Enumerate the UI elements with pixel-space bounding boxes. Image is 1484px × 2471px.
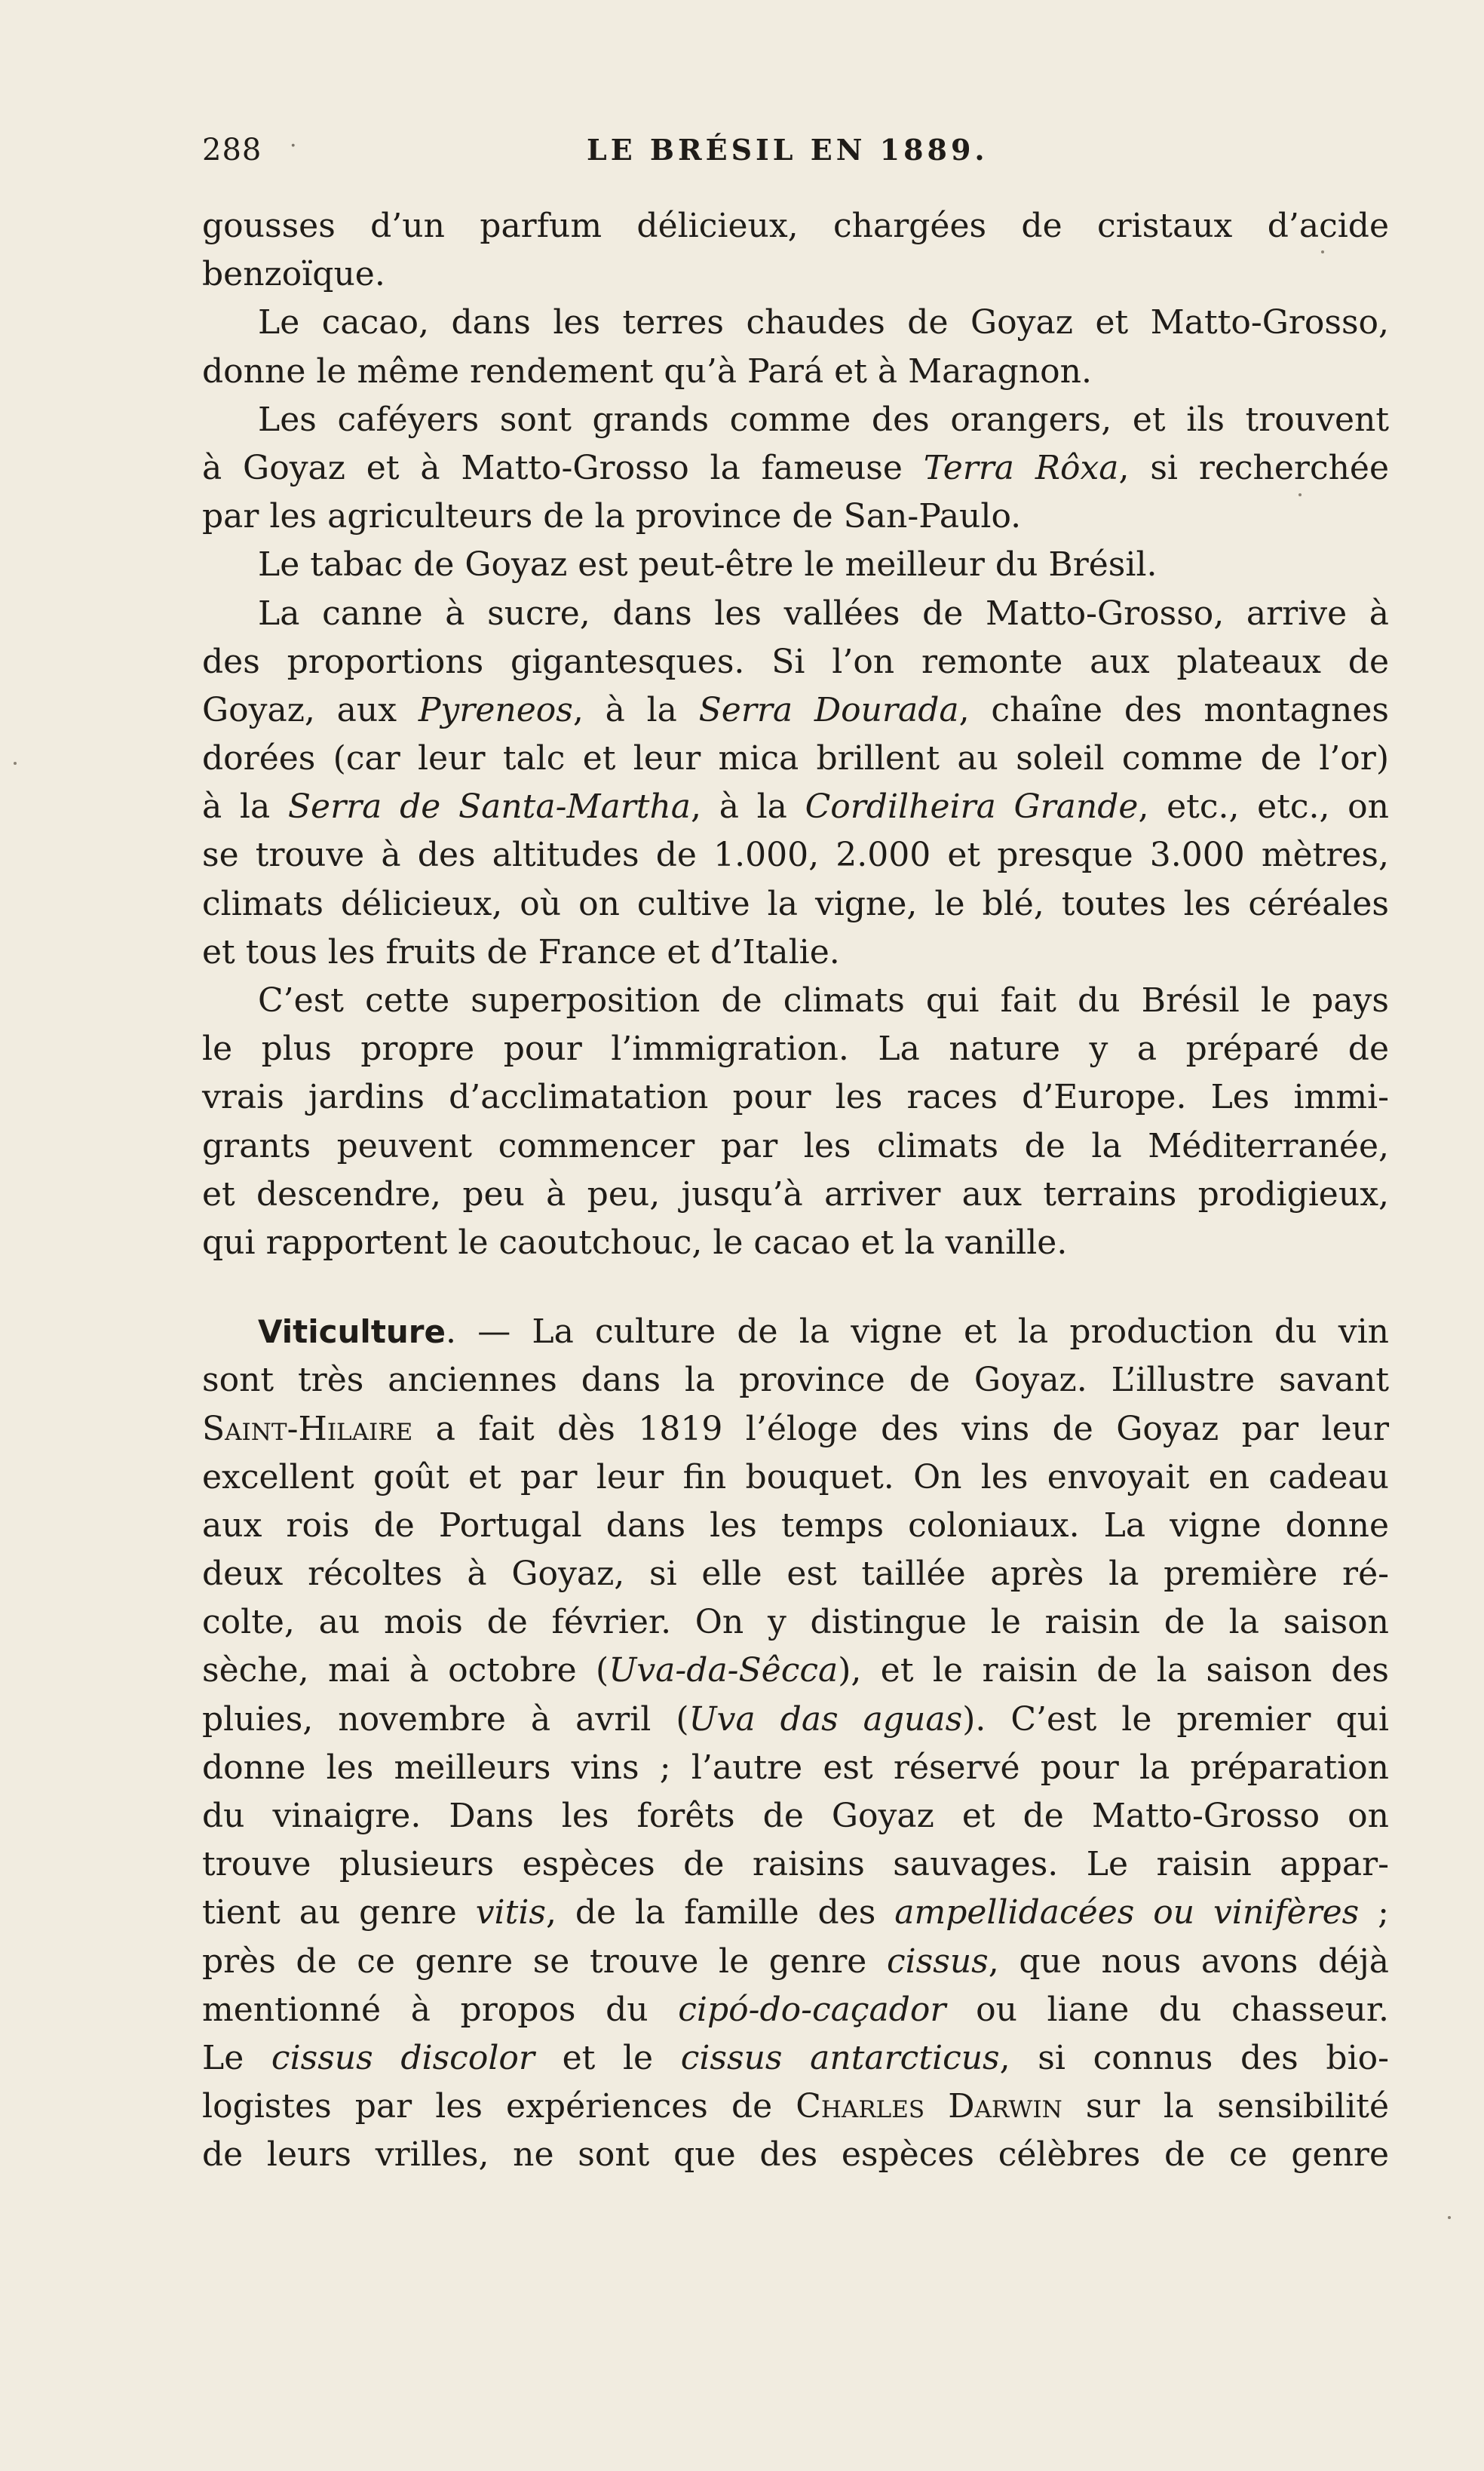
text-line (202, 348, 1389, 396)
text-line (202, 1453, 1389, 1502)
text-line (202, 735, 1389, 783)
body-text (202, 202, 1389, 2180)
italic-term: Uva-da-Sêcca (609, 1651, 839, 1690)
text-run: Le cacao, dans les terres chaudes de Goyaz et Matto-Grosso, (258, 303, 1389, 342)
italic-term: Pyreneos (418, 690, 573, 729)
italic-term: cipó-do-caçador (678, 1990, 946, 2029)
text-line (202, 1025, 1389, 1073)
text-run: ou liane du chasseur. (946, 1990, 1389, 2029)
text-run: sèche, mai à octobre ( (202, 1651, 609, 1690)
text-line (202, 1308, 1389, 1356)
text-line (202, 1986, 1389, 2034)
text-line (202, 1696, 1389, 1744)
text-run: et le (534, 2038, 681, 2077)
text-line (202, 2083, 1389, 2131)
italic-term: Uva das aguas (688, 1699, 963, 1739)
scan-speck (1321, 250, 1324, 253)
text-run: près de ce genre se trouve le genre (202, 1942, 887, 1981)
header-separator: · (290, 133, 297, 159)
text-line (202, 783, 1389, 831)
text-line (202, 1502, 1389, 1550)
text-run: dorées (car leur talc et leur mica brillent au soleil comme de l’or) (202, 739, 1389, 778)
text-run: et descendre, peu à peu, jusqu’à arriver aux terrains prodigieux, (202, 1174, 1389, 1214)
text-run: , si connus des bio- (999, 2038, 1389, 2077)
text-line (202, 590, 1389, 638)
text-line (202, 396, 1389, 444)
text-run: de leurs vrilles, ne sont que des espèces célèbres de ce genre (202, 2135, 1389, 2175)
italic-term: cissus antarcticus (680, 2038, 1000, 2077)
text-run: colte, au mois de février. On y distingue le raisin de la saison (202, 1603, 1389, 1642)
text-line (202, 299, 1389, 347)
text-run: ; (1359, 1893, 1390, 1932)
text-line (202, 1792, 1389, 1840)
text-line (202, 1405, 1389, 1453)
text-line (202, 686, 1389, 735)
author-name: Saint-Hilaire (202, 1409, 413, 1448)
text-run: à la (202, 787, 288, 827)
scan-speck (1448, 2216, 1451, 2219)
text-line (202, 1171, 1389, 1219)
text-run: et tous les fruits de France et d’Italie. (202, 932, 840, 972)
text-run: Le (202, 2038, 271, 2077)
text-line (202, 1356, 1389, 1404)
italic-term: cissus discolor (271, 2038, 535, 2077)
text-run: La canne à sucre, dans les vallées de Matto-Grosso, arrive à (258, 594, 1389, 633)
italic-term: Serra de Santa-Martha (287, 787, 691, 827)
text-line (202, 1073, 1389, 1122)
text-run: , à la (572, 690, 699, 729)
text-line (202, 1122, 1389, 1171)
text-run: le plus propre pour l’immigration. La nature y a préparé de (202, 1030, 1389, 1069)
text-run: Le tabac de Goyaz est peut-être le meilleur du Brésil. (258, 545, 1157, 585)
text-run: excellent goût et par leur fin bouquet. On les envoyait en cadeau (202, 1457, 1389, 1496)
scan-speck (14, 762, 17, 765)
text-run: logistes par les expériences de (202, 2087, 796, 2126)
text-run: aux rois de Portugal dans les temps coloniaux. La vigne donne (202, 1506, 1389, 1545)
text-line (202, 1219, 1389, 1267)
text-line (202, 880, 1389, 929)
text-line (202, 638, 1389, 686)
text-run: mentionné à propos du (202, 1990, 679, 2029)
italic-term: cissus (886, 1942, 989, 1981)
text-run: benzoïque. (202, 255, 385, 294)
text-run: par les agriculteurs de la province de San-Paulo. (202, 497, 1022, 536)
text-run: du vinaigre. Dans les forêts de Goyaz et de Matto-Grosso on (202, 1797, 1389, 1835)
text-run: gousses d’un parfum délicieux, chargées de cristaux d’acide (202, 207, 1389, 245)
text-run: ). C’est le premier qui (962, 1699, 1389, 1739)
text-run: sont très anciennes dans la province de Goyaz. L’illustre savant (202, 1361, 1389, 1400)
text-run: des proportions gigantesques. Si l’on remonte aux plateaux de (202, 642, 1389, 681)
text-run: climats délicieux, où on cultive la vigne, le blé, toutes les céréales (202, 884, 1389, 923)
text-line (202, 444, 1389, 493)
text-line (202, 1744, 1389, 1792)
running-title: LE BRÉSIL EN 1889. (587, 133, 989, 167)
italic-term: Serra Dourada (698, 690, 959, 729)
italic-term: ampellidacées ou vinifères (894, 1893, 1360, 1932)
text-run: grants peuvent commencer par les climats de la Méditerranée, (202, 1126, 1389, 1165)
text-line (202, 1647, 1389, 1695)
text-run: . — La culture de la vigne et la production du vin (446, 1312, 1389, 1352)
text-line (202, 929, 1389, 977)
text-run: sur la sensibilité (1062, 2087, 1389, 2126)
paragraph-gap (202, 1267, 1389, 1308)
text-line (202, 831, 1389, 879)
text-line (202, 250, 1389, 299)
text-line (202, 1938, 1389, 1986)
text-run: tient au genre (202, 1893, 476, 1932)
text-run: C’est cette superposition de climats qui fait du Brésil le pays (258, 981, 1389, 1020)
text-run: , à la (691, 787, 805, 827)
text-run: , chaîne des montagnes (958, 690, 1389, 729)
text-line (202, 977, 1389, 1025)
text-run: , si recherchée (1118, 448, 1390, 487)
text-run: donne le même rendement qu’à Pará et à Maragnon. (202, 351, 1092, 391)
text-line (202, 1598, 1389, 1647)
page-number: 288 (202, 133, 262, 167)
text-run: ), et le raisin de la saison des (838, 1651, 1389, 1690)
running-header (202, 133, 1384, 178)
italic-term: Terra Rôxa (923, 448, 1119, 487)
author-name: Charles Darwin (796, 2087, 1062, 2126)
text-line (202, 1550, 1389, 1598)
text-line (202, 541, 1389, 589)
section-heading: Viticulture (258, 1313, 446, 1351)
text-run: deux récoltes à Goyaz, si elle est taillée après la première ré- (202, 1555, 1389, 1594)
text-run: , etc., etc., on (1138, 787, 1389, 827)
text-run: donne les meilleurs vins ; l’autre est réservé pour la préparation (202, 1748, 1389, 1787)
text-run: qui rapportent le caoutchouc, le cacao et la vanille. (202, 1223, 1068, 1262)
text-line (202, 2034, 1389, 2083)
text-run: Les caféyers sont grands comme des orangers, et ils trouvent (258, 400, 1389, 439)
text-run: , que nous avons déjà (988, 1942, 1389, 1981)
text-run: , de la famille des (545, 1893, 895, 1932)
text-line (202, 1889, 1389, 1937)
italic-term: Cordilheira Grande (805, 787, 1139, 827)
italic-term: vitis (475, 1893, 546, 1932)
text-run: trouve plusieurs espèces de raisins sauvages. Le raisin appar- (202, 1845, 1389, 1884)
text-line (202, 493, 1389, 541)
text-run: se trouve à des altitudes de 1.000, 2.000 et presque 3.000 mètres, (202, 836, 1389, 875)
text-run: pluies, novembre à avril ( (202, 1699, 689, 1739)
text-run: vrais jardins d’acclimatation pour les races d’Europe. Les immi- (202, 1078, 1389, 1117)
scan-speck (1298, 493, 1302, 496)
text-run: à Goyaz et à Matto-Grosso la fameuse (202, 448, 924, 487)
text-line (202, 2131, 1389, 2179)
text-run: a fait dès 1819 l’éloge des vins de Goyaz par leur (412, 1409, 1389, 1448)
text-run: Goyaz, aux (202, 690, 419, 729)
text-line (202, 202, 1389, 250)
text-line (202, 1840, 1389, 1889)
